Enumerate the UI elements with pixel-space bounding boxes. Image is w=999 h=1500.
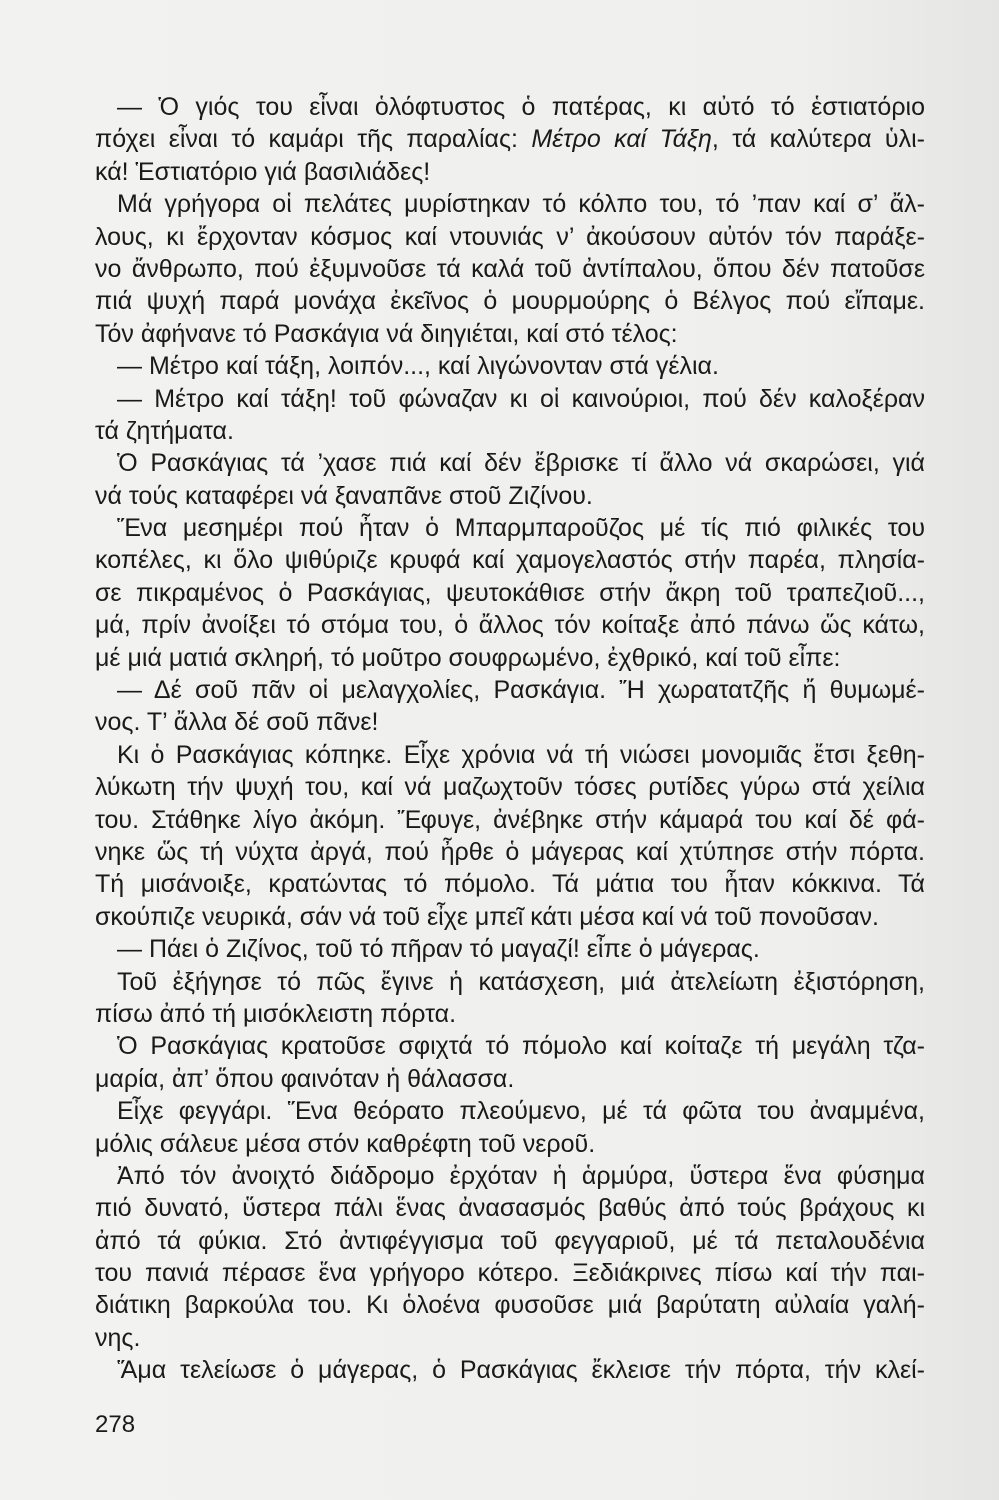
text-segment: , τά καλύτερα ὑλι- — [711, 125, 925, 154]
text-segment: Ἕνα μεσημέρι πού ἦταν ὁ Μπαρμπαροῦζος μέ τίς πιό φιλικές του — [117, 514, 925, 543]
text-line — [95, 998, 925, 1030]
paragraph — [95, 966, 925, 1031]
text-line — [95, 383, 925, 415]
text-line — [95, 1225, 925, 1257]
text-line — [95, 966, 925, 998]
text-segment: τά ζητήματα. — [95, 416, 234, 445]
text-segment: πιό δυνατό, ὕστερα πάλι ἕνας ἀνασασμός βαθύς ἀπό τούς βράχους κι — [95, 1194, 925, 1223]
text-line — [95, 415, 925, 447]
text-line — [95, 674, 925, 706]
text-segment: σκούπιζε νευρικά, σάν νά τοῦ εἶχε μπεῖ κάτι μέσα καί νά τοῦ πονοῦσαν. — [95, 902, 879, 931]
text-line — [95, 221, 925, 253]
text-segment: — Μέτρο καί τάξη, λοιπόν..., καί λιγώνονταν στά γέλια. — [117, 352, 719, 381]
paragraph — [95, 350, 925, 382]
text-line — [95, 642, 925, 674]
text-segment: κά! Ἑστιατόριο γιά βασιλιάδες! — [95, 157, 431, 186]
text-line — [95, 804, 925, 836]
text-segment: Ὁ Ρασκάγιας κρατοῦσε σφιχτά τό πόμολο καί κοίταζε τή μεγάλη τζα- — [117, 1032, 925, 1061]
text-segment: ἀπό τά φύκια. Στό ἀντιφέγγισμα τοῦ φεγγαριοῦ, μέ τά πεταλουδένια — [95, 1226, 925, 1255]
text-segment: του. Στάθηκε λίγο ἀκόμη. Ἔφυγε, ἀνέβηκε στήν κάμαρά του καί δέ φά- — [95, 805, 925, 834]
paragraph — [95, 674, 925, 739]
text-segment: λύκωτη τήν ψυχή του, καί νά μαζωχτοῦν τόσες ρυτίδες γύρω στά χείλια — [95, 773, 925, 802]
text-segment: μέ μιά ματιά σκληρή, τό μοῦτρο σουφρωμένο, ἐχθρικό, καί τοῦ εἶπε: — [95, 643, 841, 672]
text-segment: Τή μισάνοιξε, κρατώντας τό πόμολο. Τά μάτια του ἦταν κόκκινα. Τά — [95, 870, 925, 899]
text-line — [95, 901, 925, 933]
text-segment: νά τούς καταφέρει νά ξαναπᾶνε στοῦ Ζιζίνου. — [95, 481, 593, 510]
paragraph — [95, 188, 925, 350]
text-line — [95, 577, 925, 609]
text-line — [95, 739, 925, 771]
text-segment: — Δέ σοῦ πᾶν οἱ μελαγχολίες, Ρασκάγια. Ἤ χωρατατζῆς ἤ θυμωμέ- — [117, 676, 925, 705]
text-line — [95, 91, 925, 123]
text-line — [95, 1160, 925, 1192]
paragraph — [95, 1160, 925, 1354]
text-line — [95, 1063, 925, 1095]
text-segment: νηκε ὥς τή νύχτα ἀργά, πού ἦρθε ὁ μάγερας καί χτύπησε στήν πόρτα. — [95, 837, 925, 866]
paragraph — [95, 1095, 925, 1160]
text-segment: λους, κι ἔρχονταν κόσμος καί ντουνιάς ν’ ἀκούσουν αὐτόν τόν παράξε- — [95, 222, 925, 251]
text-segment: κοπέλες, κι ὅλο ψιθύριζε κρυφά καί χαμογελαστός στήν παρέα, πλησία- — [95, 546, 925, 575]
text-segment: μαρία, ἀπ’ ὅπου φαινόταν ἡ θάλασσα. — [95, 1064, 515, 1093]
paragraph — [95, 447, 925, 512]
text-segment: Ἅμα τελείωσε ὁ μάγερας, ὁ Ρασκάγιας ἔκλεισε τήν πόρτα, τήν κλεί- — [117, 1356, 925, 1385]
text-segment: Εἶχε φεγγάρι. Ἕνα θεόρατο πλεούμενο, μέ τά φῶτα του ἀναμμένα, — [117, 1097, 925, 1126]
text-line — [95, 1095, 925, 1127]
text-segment: νο ἄνθρωπο, πού ἐξυμνοῦσε τά καλά τοῦ ἀντίπαλου, ὅπου δέν πατοῦσε — [95, 254, 925, 283]
text-line — [95, 318, 925, 350]
italic-phrase: Μέτρο καί Τάξη — [531, 125, 712, 154]
text-segment: μά, πρίν ἀνοίξει τό στόμα του, ὁ ἄλλος τόν κοίταξε ἀπό πάνω ὥς κάτω, — [95, 611, 925, 640]
text-segment: νης. — [95, 1323, 141, 1352]
text-line — [95, 1128, 925, 1160]
paragraph — [95, 512, 925, 674]
text-line — [95, 933, 925, 965]
text-line — [95, 253, 925, 285]
text-line — [95, 1257, 925, 1289]
paragraph — [95, 1030, 925, 1095]
text-line — [95, 285, 925, 317]
text-segment: Τόν ἀφήνανε τό Ρασκάγια νά διηγιέται, καί στό τέλος: — [95, 319, 678, 348]
text-segment: Κι ὁ Ρασκάγιας κόπηκε. Εἶχε χρόνια νά τή νιώσει μονομιᾶς ἔτσι ξεθη- — [117, 740, 925, 769]
text-line — [95, 1289, 925, 1321]
text-segment: πιά ψυχή παρά μονάχα ἐκεῖνος ὁ μουρμούρης ὁ Βέλγος πού εἴπαμε. — [95, 287, 925, 316]
text-line — [95, 156, 925, 188]
text-segment: πίσω ἀπό τή μισόκλειστη πόρτα. — [95, 999, 457, 1028]
text-line — [95, 1322, 925, 1354]
text-segment: διάτικη βαρκούλα του. Κι ὁλοένα φυσοῦσε μιά βαρύτατη αὐλαία γαλή- — [95, 1291, 925, 1320]
text-line — [95, 350, 925, 382]
text-line — [95, 447, 925, 479]
text-line — [95, 706, 925, 738]
text-segment: Μά γρήγορα οἱ πελάτες μυρίστηκαν τό κόλπο του, τό ’παν καί σ’ ἄλ- — [117, 190, 925, 219]
paragraph — [95, 933, 925, 965]
text-segment: — Ὁ γιός του εἶναι ὁλόφτυστος ὁ πατέρας, κι αὐτό τό ἑστιατόριο — [117, 93, 925, 121]
page-body — [95, 91, 925, 1387]
text-line — [95, 512, 925, 544]
text-line — [95, 480, 925, 512]
text-line — [95, 609, 925, 641]
paragraph — [95, 1354, 925, 1386]
text-line — [95, 771, 925, 803]
text-segment: Ὁ Ρασκάγιας τά ’χασε πιά καί δέν ἔβρισκε τί ἄλλο νά σκαρώσει, γιά — [117, 449, 925, 478]
text-line — [95, 1192, 925, 1224]
paragraph — [95, 91, 925, 188]
paragraph — [95, 739, 925, 933]
text-line — [95, 544, 925, 576]
text-line — [95, 1354, 925, 1386]
text-segment: πόχει εἶναι τό καμάρι τῆς παραλίας: — [95, 125, 532, 154]
page-number: 278 — [95, 1411, 136, 1438]
text-line — [95, 868, 925, 900]
text-line — [95, 1030, 925, 1062]
text-segment: — Μέτρο καί τάξη! τοῦ φώναζαν κι οἱ καινούριοι, πού δέν καλοξέραν — [117, 384, 925, 413]
text-segment: Ἀπό τόν ἀνοιχτό διάδρομο ἐρχόταν ἡ ἁρμύρα, ὕστερα ἕνα φύσημα — [117, 1161, 925, 1190]
text-segment: Τοῦ ἐξήγησε τό πῶς ἔγινε ἡ κατάσχεση, μιά ἀτελείωτη ἐξιστόρηση, — [117, 967, 925, 996]
text-segment: σε πικραμένος ὁ Ρασκάγιας, ψευτοκάθισε στήν ἄκρη τοῦ τραπεζιοῦ..., — [95, 578, 925, 607]
text-line — [95, 836, 925, 868]
text-segment: του πανιά πέρασε ἕνα γρήγορο κότερο. Ξεδιάκρινες πίσω καί τήν παι- — [95, 1259, 925, 1288]
text-line — [95, 188, 925, 220]
text-line — [95, 123, 925, 155]
text-segment: μόλις σάλευε μέσα στόν καθρέφτη τοῦ νεροῦ. — [95, 1129, 596, 1158]
paragraph — [95, 383, 925, 448]
text-segment: νος. Τ’ ἄλλα δέ σοῦ πᾶνε! — [95, 708, 379, 737]
text-segment: — Πάει ὁ Ζιζίνος, τοῦ τό πῆραν τό μαγαζί! εἶπε ὁ μάγερας. — [117, 935, 760, 964]
